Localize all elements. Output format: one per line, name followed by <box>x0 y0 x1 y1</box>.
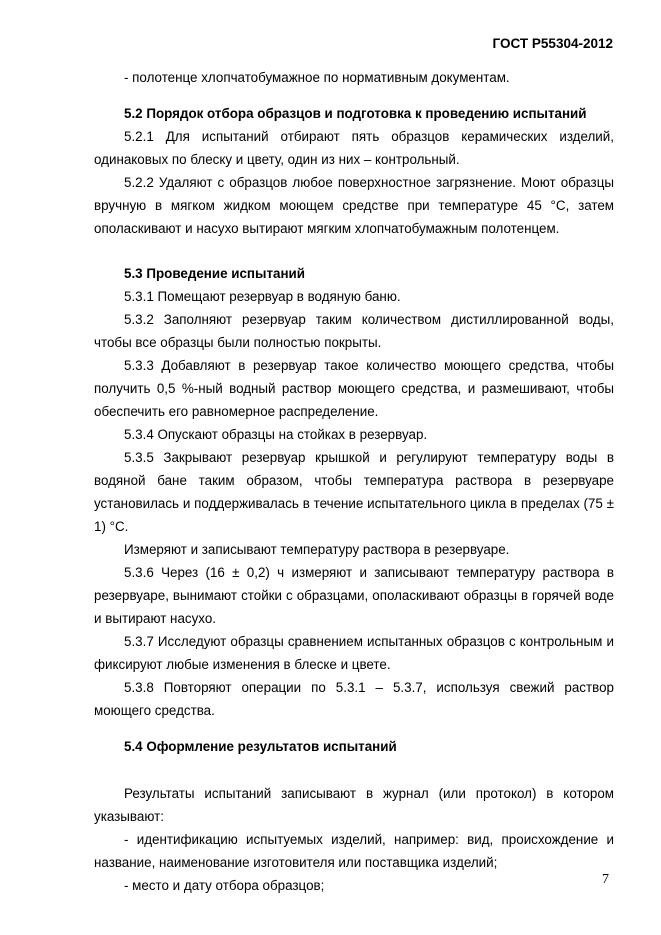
section-heading-5-4: 5.4 Оформление результатов испытаний <box>124 739 397 754</box>
paragraph-5-3-5: 5.3.5 Закрывают резервуар крышкой и регулируют температуру воды в водяной бане таким образом, чтобы температура раствора в резервуаре установилась и поддерживалась в течение испытательного цикла в пределах (75 ± 1) °С. <box>94 450 614 534</box>
paragraph-5-2-1: 5.2.1 Для испытаний отбирают пять образцов керамических изделий, одинаковых по блеску и цвету, один из них – контрольный. <box>94 129 614 167</box>
paragraph-5-3-7: 5.3.7 Исследуют образцы сравнением испытанных образцов с контрольным и фиксируют любые изменения в блеске и цвете. <box>94 634 614 672</box>
paragraph-5-2-2: 5.2.2 Удаляют с образцов любое поверхностное загрязнение. Моют образцы вручную в мягком жидком моющем средстве при температуре 45 °С, затем ополаскивают и насухо вытирают мягким хлопчатобумажным полотенцем. <box>94 175 614 236</box>
document-body <box>94 66 614 897</box>
section-heading-5-2: 5.2 Порядок отбора образцов и подготовка к проведению испытаний <box>124 106 587 121</box>
paragraph-5-3-2: 5.3.2 Заполняют резервуар таким количеством дистиллированной воды, чтобы все образцы были полностью покрыты. <box>94 312 614 350</box>
paragraph-5-3-8: 5.3.8 Повторяют операции по 5.3.1 – 5.3.7, используя свежий раствор моющего средства. <box>94 680 614 718</box>
list-item-place-date: - место и дату отбора образцов; <box>124 878 325 893</box>
section-heading-5-3: 5.3 Проведение испытаний <box>124 266 306 281</box>
paragraph-5-3-1: 5.3.1 Помещают резервуар в водяную баню. <box>124 289 401 304</box>
paragraph-5-4: Результаты испытаний записывают в журнал (или протокол) в котором указывают: <box>94 786 614 824</box>
paragraph-5-3-4: 5.3.4 Опускают образцы на стойках в резервуар. <box>124 427 428 442</box>
paragraph-5-3-6: 5.3.6 Через (16 ± 0,2) ч измеряют и записывают температуру раствора в резервуаре, вынимают стойки с образцами, ополаскивают образцы в горячей воде и вытирают насухо. <box>94 565 614 626</box>
list-item-towel: - полотенце хлопчатобумажное по нормативным документам. <box>124 70 510 85</box>
paragraph-5-3-3: 5.3.3 Добавляют в резервуар такое количество моющего средства, чтобы получить 0,5 %-ный водный раствор моющего средства, и размешивают, чтобы обеспечить его равномерное распределение. <box>94 358 614 419</box>
list-item-identification: - идентификацию испытуемых изделий, например: вид, происхождение и название, наименование изготовителя или поставщика изделий; <box>94 832 614 870</box>
paragraph-5-3-5-measure: Измеряют и записывают температуру раствора в резервуаре. <box>124 542 510 557</box>
page-number: 7 <box>602 872 609 887</box>
document-header: ГОСТ Р55304-2012 <box>492 36 613 51</box>
